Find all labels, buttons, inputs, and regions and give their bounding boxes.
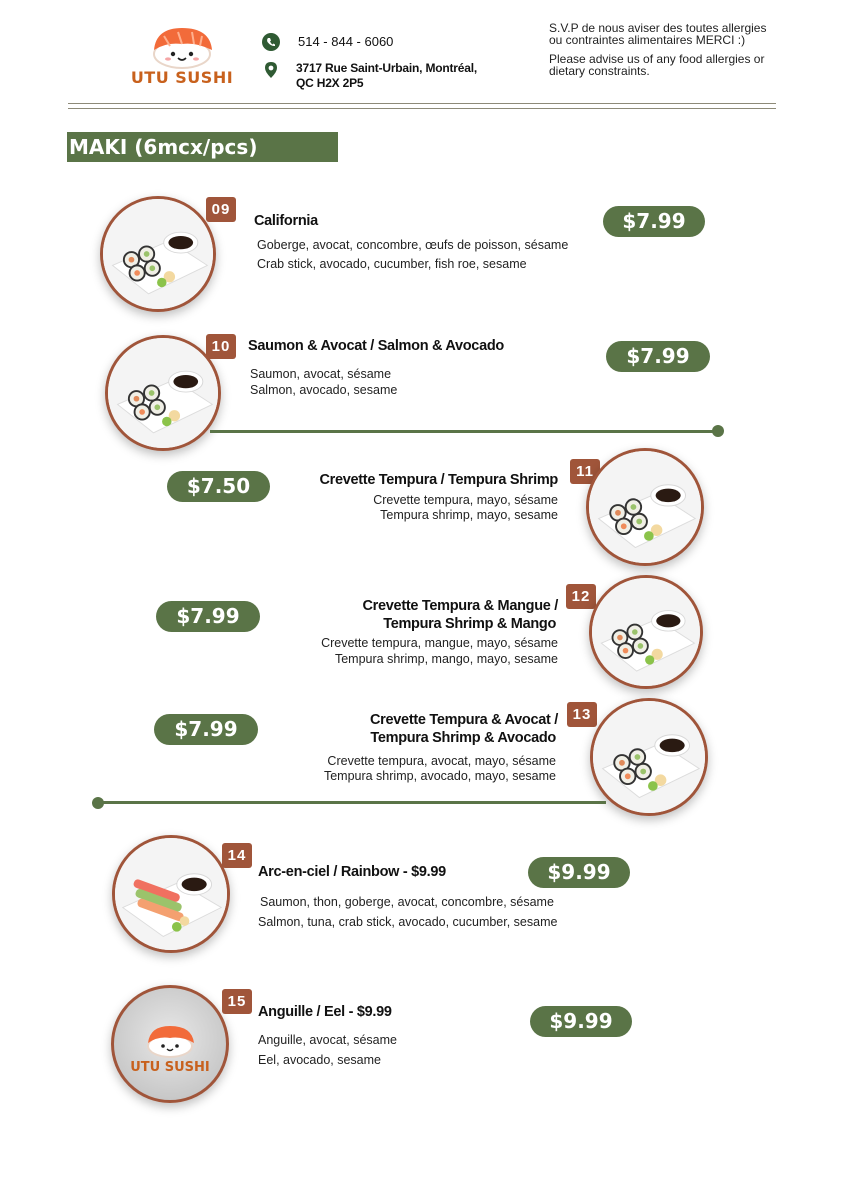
- item-14-name: Arc-en-ciel / Rainbow - $9.99: [258, 864, 446, 880]
- sushi-mascot-icon: [126, 22, 238, 70]
- item-12-number: 12: [566, 584, 596, 609]
- item-13-desc-fr: Crevette tempura, avocat, mayo, sésame: [327, 754, 556, 768]
- item-14-desc-en: Salmon, tuna, crab stick, avocado, cucumber, sesame: [258, 915, 558, 929]
- phone-icon: [262, 33, 280, 51]
- item-15-desc-fr: Anguille, avocat, sésame: [258, 1033, 397, 1047]
- item-11-price: $7.50: [167, 471, 270, 502]
- item-15-desc-en: Eel, avocado, sesame: [258, 1053, 381, 1067]
- phone-row: [262, 33, 393, 51]
- item-10-number: 10: [206, 334, 236, 359]
- address-line-1: 3717 Rue Saint-Urbain, Montréal,: [296, 61, 477, 75]
- item-13-desc-en: Tempura shrimp, avocado, mayo, sesame: [323, 769, 556, 783]
- item-10-name: Saumon & Avocat / Salmon & Avocado: [248, 338, 504, 354]
- item-15-placeholder-logo-text: UTU SUSHI: [130, 1060, 210, 1075]
- item-09-number: 09: [206, 197, 236, 222]
- divider-2: [100, 801, 606, 804]
- item-12-photo: [589, 575, 703, 689]
- item-15-name: Anguille / Eel - $9.99: [258, 1004, 392, 1020]
- item-11-desc-en: Tempura shrimp, mayo, sesame: [380, 508, 558, 522]
- item-09-name: California: [254, 213, 318, 229]
- item-12-desc-en: Tempura shrimp, mango, mayo, sesame: [334, 652, 558, 666]
- item-14-number: 14: [222, 843, 252, 868]
- item-15-number: 15: [222, 989, 252, 1014]
- item-12-price: $7.99: [156, 601, 260, 632]
- header-rule-top: [68, 103, 776, 104]
- section-title: MAKI (6mcx/pcs): [67, 132, 338, 162]
- location-pin-icon: [262, 61, 280, 79]
- divider-1-dot: [712, 425, 724, 437]
- item-12-desc-fr: Crevette tempura, mangue, mayo, sésame: [321, 636, 558, 650]
- address-row: [262, 61, 477, 91]
- item-13-name-line-2: Tempura Shrimp & Avocado: [370, 730, 556, 746]
- item-12-name-line-1: Crevette Tempura & Mangue /: [362, 598, 558, 614]
- item-13-photo: [590, 698, 708, 816]
- item-09-desc-fr: Goberge, avocat, concombre, œufs de poisson, sésame: [257, 238, 569, 252]
- item-14-photo: [112, 835, 230, 953]
- logo: [126, 22, 238, 92]
- item-10-price: $7.99: [606, 341, 710, 372]
- item-10-desc-fr: Saumon, avocat, sésame: [250, 367, 392, 381]
- allergy-notice: [549, 22, 779, 84]
- header-rule-bottom: [68, 108, 776, 109]
- address-line-2: QC H2X 2P5: [296, 76, 364, 90]
- item-09-desc-en: Crab stick, avocado, cucumber, fish roe, sesame: [257, 257, 527, 271]
- sushi-mascot-icon: [114, 988, 226, 1100]
- allergy-notice-en: Please advise us of any food allergies or dietary constraints.: [549, 52, 765, 78]
- item-11-name: Crevette Tempura / Tempura Shrimp: [319, 472, 558, 488]
- item-12-name-line-2: Tempura Shrimp & Mango: [383, 616, 556, 632]
- item-10-photo: [105, 335, 221, 451]
- item-13-number: 13: [567, 702, 597, 727]
- item-14-desc-fr: Saumon, thon, goberge, avocat, concombre, sésame: [260, 895, 554, 909]
- item-15-photo-placeholder: [111, 985, 229, 1103]
- item-13-name-line-1: Crevette Tempura & Avocat /: [370, 712, 558, 728]
- item-15-price: $9.99: [530, 1006, 632, 1037]
- allergy-notice-fr: S.V.P de nous aviser des toutes allergies ou contraintes alimentaires MERCI :): [549, 21, 767, 47]
- item-10-desc-en: Salmon, avocado, sesame: [250, 383, 398, 397]
- item-14-price: $9.99: [528, 857, 630, 888]
- item-13-price: $7.99: [154, 714, 258, 745]
- item-09-photo: [100, 196, 216, 312]
- item-11-photo: [586, 448, 704, 566]
- logo-text: UTU SUSHI: [130, 68, 234, 87]
- phone-number: 514 - 844 - 6060: [298, 34, 394, 49]
- item-11-number: 11: [570, 459, 600, 484]
- item-09-price: $7.99: [603, 206, 705, 237]
- item-11-desc-fr: Crevette tempura, mayo, sésame: [373, 493, 558, 507]
- divider-1: [210, 430, 716, 433]
